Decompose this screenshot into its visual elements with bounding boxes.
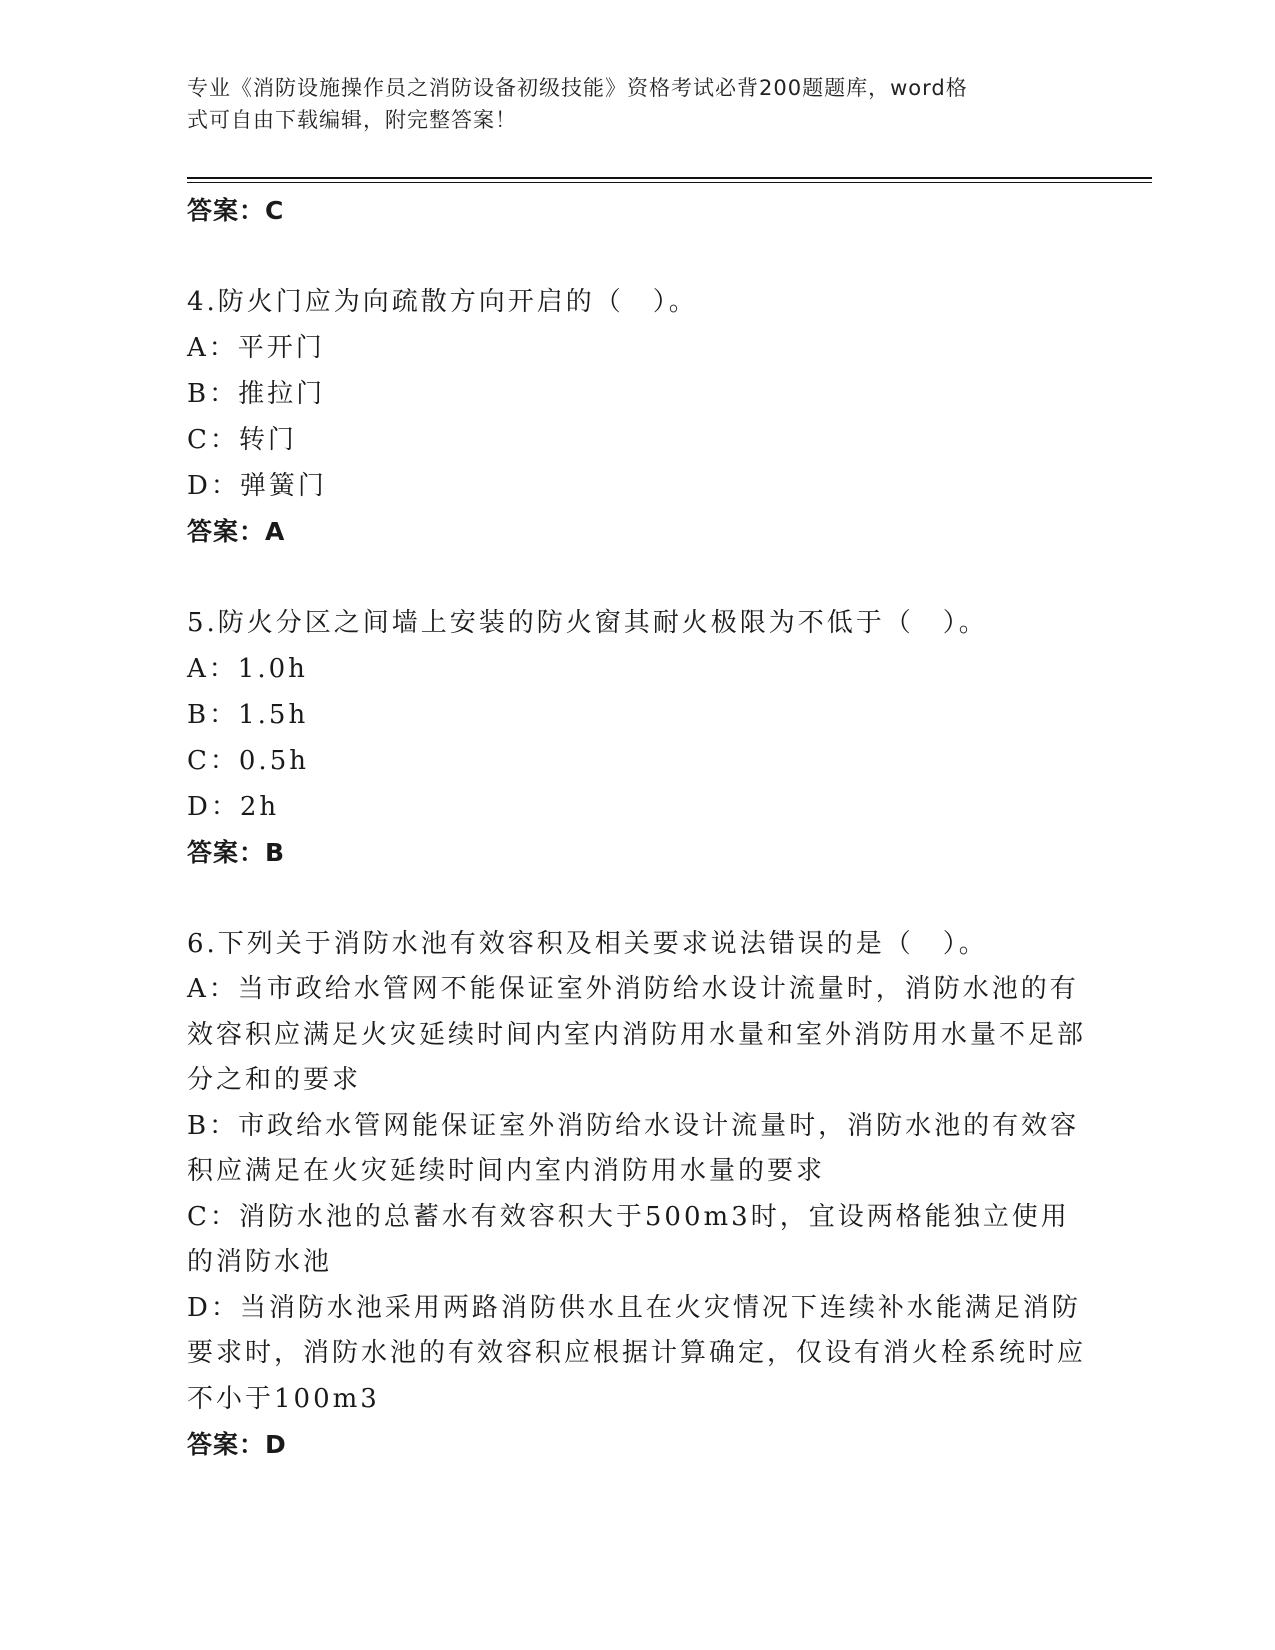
option-d: D：2h bbox=[187, 792, 280, 822]
header-line-2: 式可自由下载编辑，附完整答案！ bbox=[187, 108, 517, 132]
option-b: B：1.5h bbox=[187, 700, 309, 730]
option-c: C：消防水池的总蓄水有效容积大于500m3时，宜设两格能独立使用的消防水池 bbox=[187, 1201, 1070, 1277]
question-list bbox=[187, 188, 1087, 1467]
header-rule-thick bbox=[187, 177, 1152, 179]
header-line-1: 专业《消防设施操作员之消防设备初级技能》资格考试必背200题题库，word格 bbox=[187, 76, 968, 100]
question-block-6 bbox=[187, 921, 1087, 1467]
option-a: A：当市政给水管网不能保证室外消防给水设计流量时，消防水池的有效容积应满足火灾延续时间内室内消防用水量和室外消防用水量不足部分之和的要求 bbox=[187, 974, 1087, 1095]
question-block-5 bbox=[187, 600, 1087, 875]
answer-line: 答案：B bbox=[187, 838, 286, 867]
option-c: C：0.5h bbox=[187, 746, 309, 776]
question-block-4 bbox=[187, 279, 1087, 554]
option-d: D：当消防水池采用两路消防供水且在火灾情况下连续补水能满足消防要求时，消防水池的有效容积应根据计算确定，仅设有消火栓系统时应不小于100m3 bbox=[187, 1292, 1087, 1414]
document-header bbox=[187, 72, 1067, 136]
question-stem: 5.防火分区之间墙上安装的防火窗其耐火极限为不低于（ ）。 bbox=[187, 608, 988, 638]
answer-line: 答案：C bbox=[187, 196, 285, 225]
question-stem: 6.下列关于消防水池有效容积及相关要求说法错误的是（ ）。 bbox=[187, 929, 988, 959]
answer-line: 答案：A bbox=[187, 517, 286, 546]
option-b: B：市政给水管网能保证室外消防给水设计流量时，消防水池的有效容积应满足在火灾延续时间内室内消防用水量的要求 bbox=[187, 1110, 1080, 1186]
option-a: A：1.0h bbox=[187, 654, 308, 684]
answer-line: 答案：D bbox=[187, 1430, 287, 1459]
option-b: B：推拉门 bbox=[187, 379, 326, 409]
option-d: D：弹簧门 bbox=[187, 471, 327, 501]
option-a: A：平开门 bbox=[187, 333, 325, 363]
option-c: C：转门 bbox=[187, 425, 297, 455]
header-rule-thin bbox=[187, 182, 1152, 183]
question-stem: 4.防火门应为向疏散方向开启的（ ）。 bbox=[187, 287, 698, 317]
